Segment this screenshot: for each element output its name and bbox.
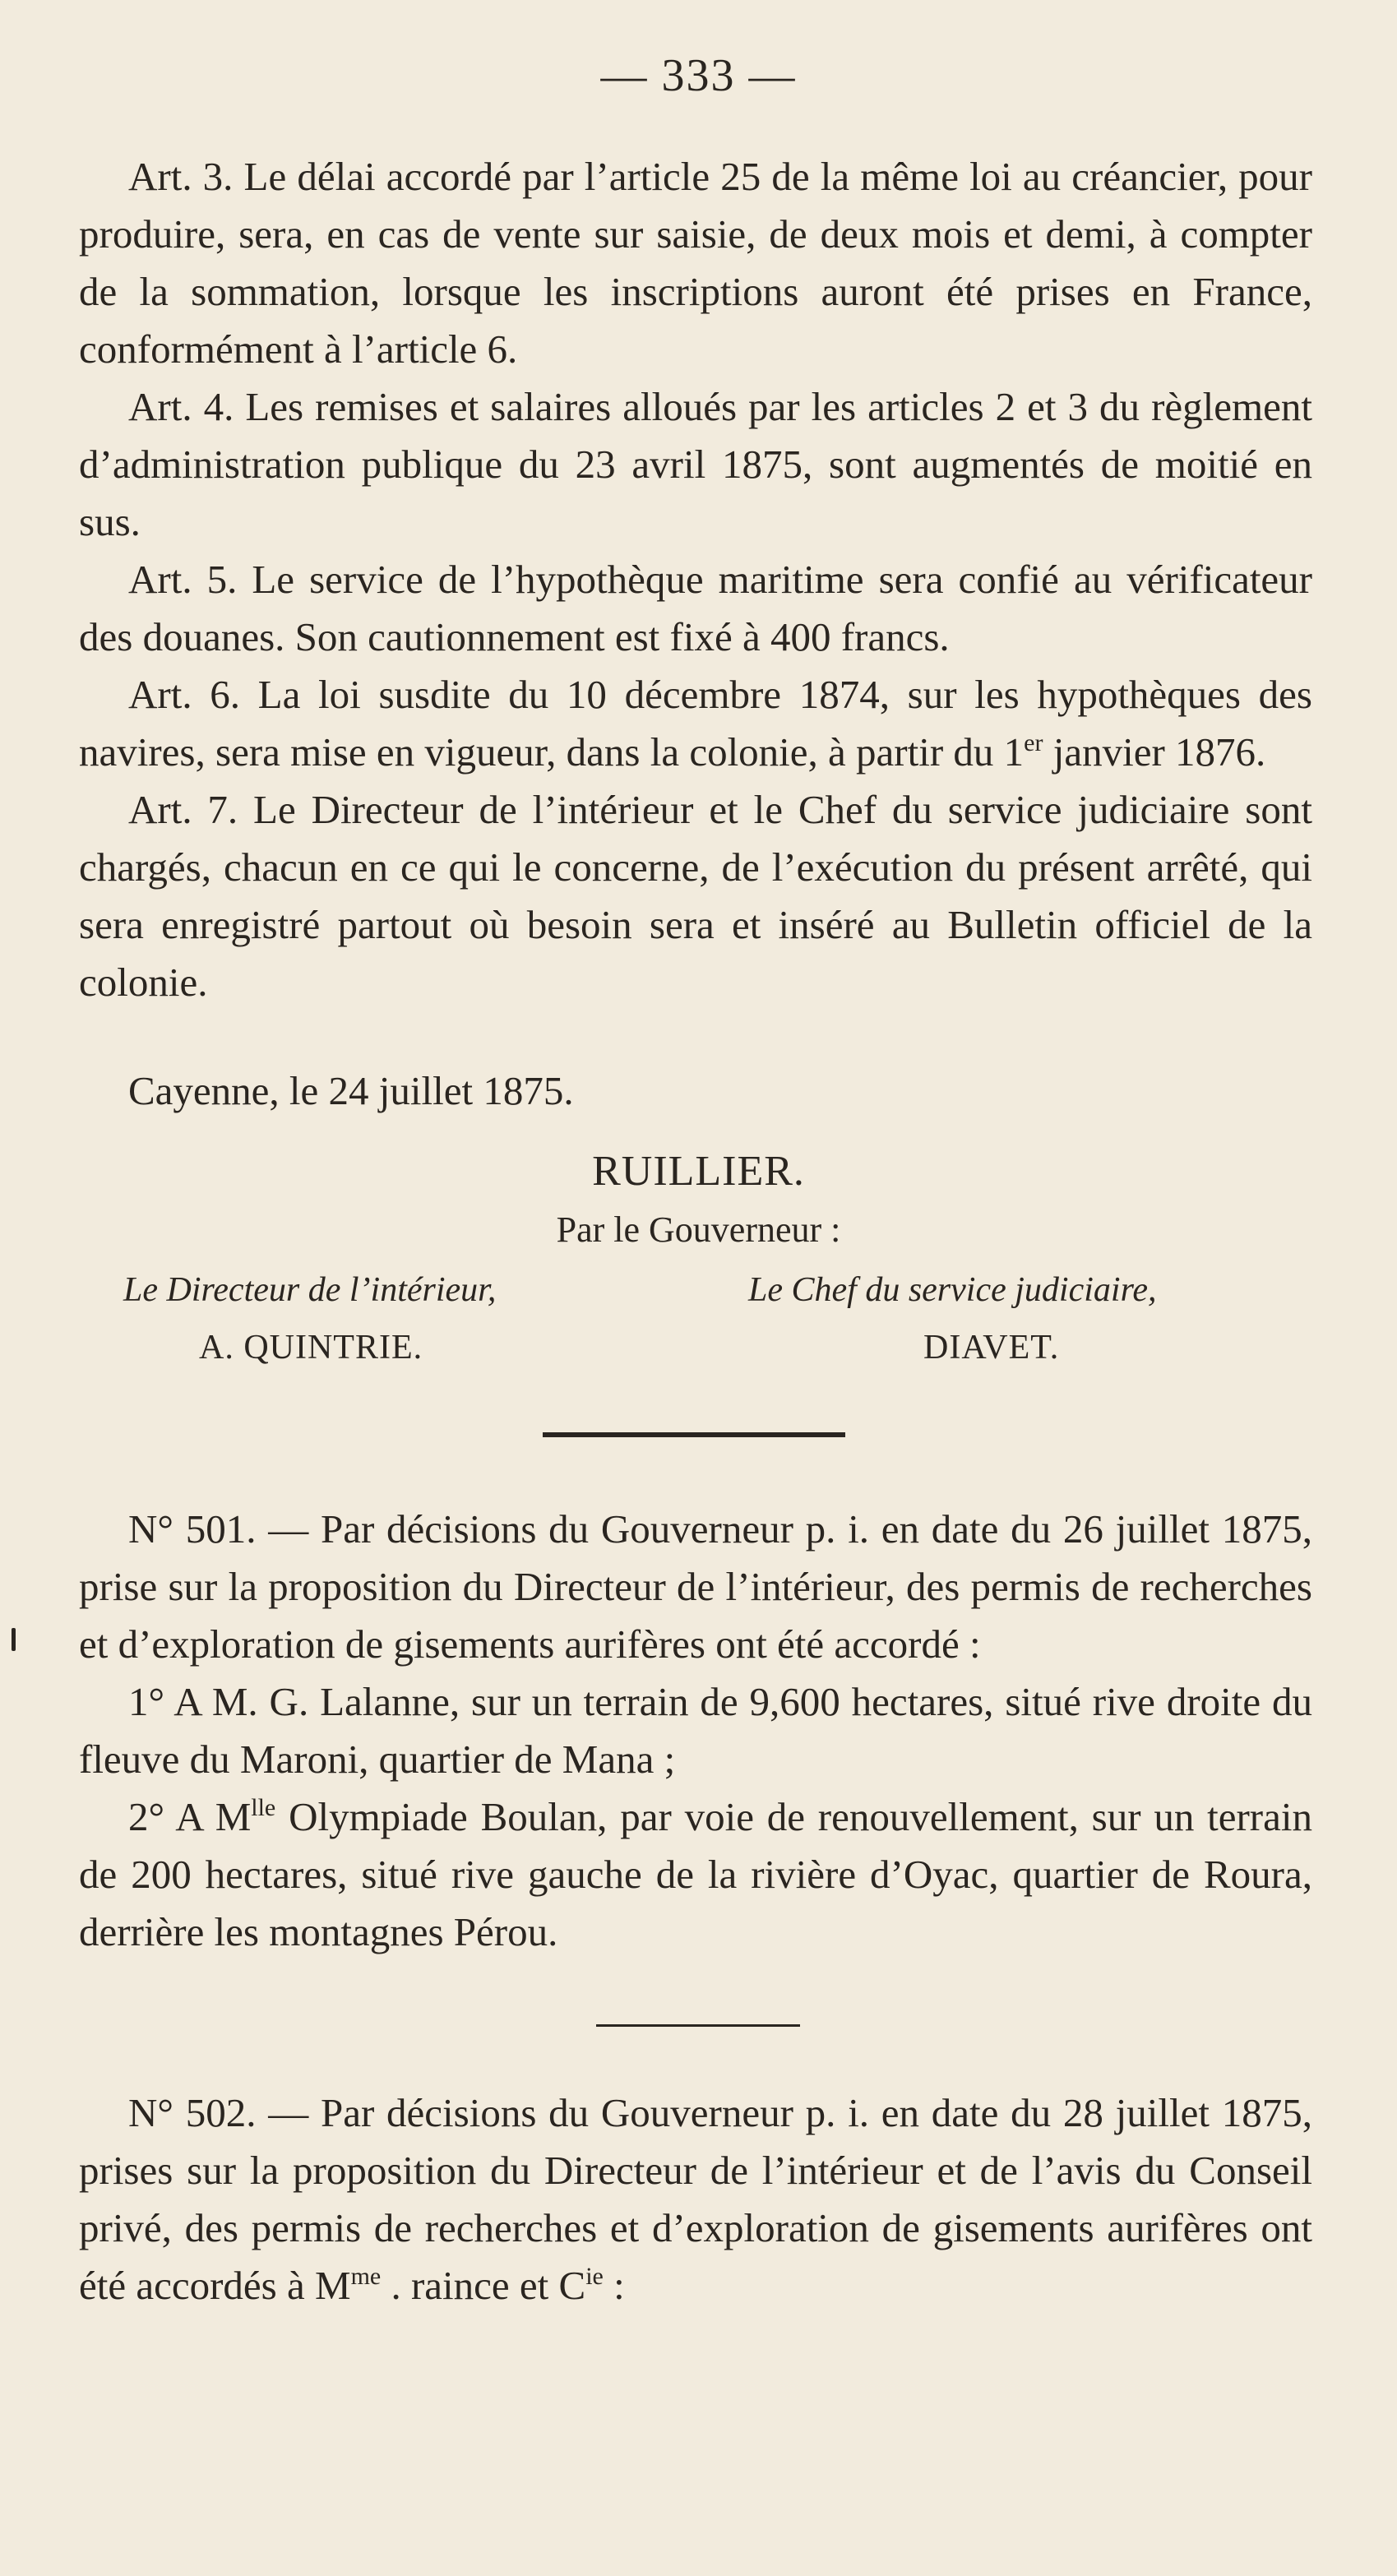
right-officer-title: Le Chef du service judiciaire, — [748, 1271, 1157, 1309]
section-divider-thick — [543, 1432, 845, 1437]
page-number: — 333 — — [600, 50, 797, 101]
par-le-gouverneur: Par le Gouverneur : — [556, 1209, 841, 1250]
article-6-text-end: janvier 1876. — [1043, 729, 1266, 775]
decision-502-text — [79, 2084, 1312, 2315]
article-4: Art. 4. Les remises et salaires alloués par les articles 2 et 3 du règlement d’administration publique du 23 avril 1875, sont augmentés de moitié en sus. — [79, 384, 1312, 544]
decision-501-item-1: 1° A M. G. Lalanne, sur un terrain de 9,600 hectares, situé rive droite du fleuve du Maroni, quartier de Mana ; — [79, 1679, 1312, 1782]
signatory-name: RUILLIER. — [592, 1148, 805, 1195]
decision-501-item-2-text: 2° A M — [128, 1794, 252, 1839]
decision-502-text-end: : — [603, 2263, 625, 2308]
article-7: Art. 7. Le Directeur de l’intérieur et le Chef du service judiciaire sont chargés, chacun en ce qui le concerne, de l’exécution du présent arrêté, qui sera enregistré partout où besoin sera et inséré au Bulletin officiel de la colonie. — [79, 787, 1312, 1005]
left-officer-name: A. QUINTRIE. — [199, 1329, 423, 1367]
decision-501-item-2 — [79, 1788, 1312, 1961]
right-officer-name: DIAVET. — [923, 1329, 1060, 1367]
decision-502-superscript-2: ie — [585, 2263, 604, 2290]
decision-501-text: N° 501. — Par décisions du Gouverneur p. i. en date du 26 juillet 1875, prise sur la proposition du Directeur de l’intérieur, des permis de recherches et d’exploration de gisements aurifères ont été accordé : — [79, 1506, 1312, 1667]
decision-501-item-2-text-end: Olympiade Boulan, par voie de renouvellement, sur un terrain de 200 hectares, situé rive gauche de la rivière d’Oyac, quartier de Roura, derrière les montagnes Pérou. — [79, 1794, 1312, 1954]
article-6-text: Art. 6. La loi susdite du 10 décembre 1874, sur les hypothèques des navires, sera mise en vigueur, dans la colonie, à partir du 1 — [79, 672, 1312, 775]
dateline: Cayenne, le 24 juillet 1875. — [128, 1068, 574, 1113]
decree-articles — [79, 148, 1312, 1011]
article-6-superscript: er — [1024, 729, 1043, 756]
decision-502-text-start: N° 502. — Par décisions du Gouverneur p. i. en date du 28 juillet 1875, prises sur la proposition du Directeur de l’intérieur et de l’avis du Conseil privé, des permis de recherches et d’exploration de gisements aurifères ont été accordés à M — [79, 2090, 1312, 2308]
decision-501-item-2-superscript: lle — [251, 1794, 276, 1821]
section-divider-thin — [596, 2024, 800, 2027]
article-3: Art. 3. Le délai accordé par l’article 25 de la même loi au créancier, pour produire, sera, en cas de vente sur saisie, de deux mois et demi, à compter de la sommation, lorsque les inscriptions auront été prises en France, conformément à l’article 6. — [79, 154, 1312, 372]
margin-mark — [12, 1628, 16, 1651]
decision-502-text-mid: . raince et C — [381, 2263, 586, 2308]
left-officer-title: Le Directeur de l’intérieur, — [123, 1271, 497, 1309]
decision-502-superscript-1: me — [350, 2263, 382, 2290]
article-5: Art. 5. Le service de l’hypothèque maritime sera confié au vérificateur des douanes. Son cautionnement est fixé à 400 francs. — [79, 557, 1312, 659]
decision-501 — [79, 1501, 1312, 1961]
decision-502 — [79, 2084, 1312, 2315]
article-6 — [79, 666, 1312, 781]
